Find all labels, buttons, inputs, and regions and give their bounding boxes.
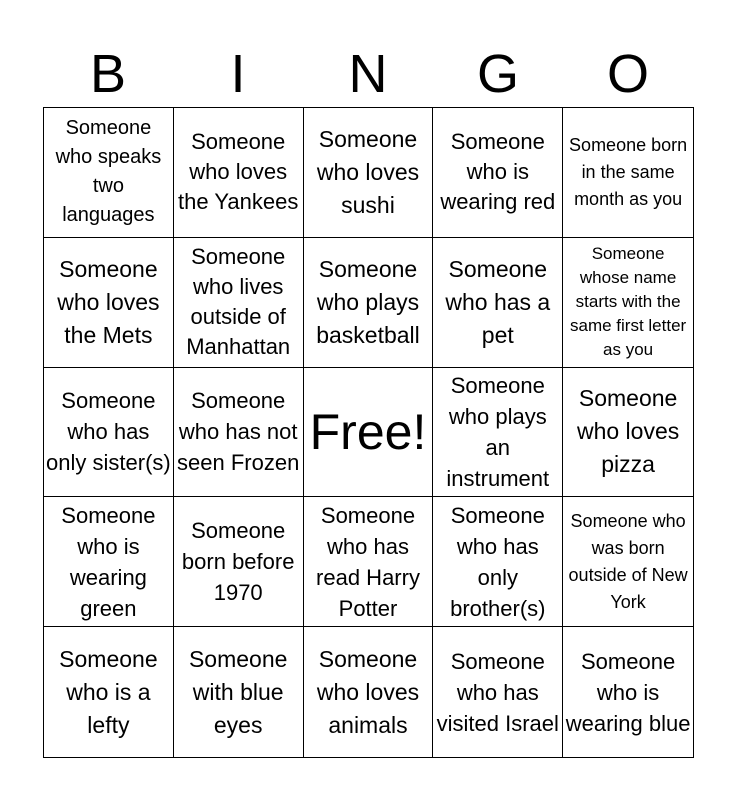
cell-text: Someone who loves animals [316, 645, 420, 738]
cell-text: Someone who has a pet [445, 255, 551, 348]
bingo-cell[interactable] [44, 238, 174, 368]
bingo-cell[interactable] [563, 627, 693, 757]
cell-text: Someone who loves the Yankees [178, 129, 299, 215]
bingo-header [43, 40, 693, 108]
bingo-cell[interactable] [304, 238, 434, 368]
cell-text: Someone who has visited Israel [436, 648, 559, 736]
bingo-cell[interactable] [563, 368, 693, 498]
bingo-board [43, 107, 694, 758]
cell-text: Someone who loves sushi [316, 125, 420, 218]
bingo-cell[interactable] [563, 497, 693, 627]
bingo-cell[interactable] [44, 497, 174, 627]
cell-text: Someone who is wearing green [61, 502, 156, 621]
bingo-cell[interactable] [433, 497, 563, 627]
bingo-cell[interactable] [174, 627, 304, 757]
bingo-cell[interactable] [174, 238, 304, 368]
bingo-cell[interactable] [44, 108, 174, 238]
bingo-cell[interactable] [44, 368, 174, 498]
cell-text: Someone who plays an instrument [446, 372, 550, 491]
cell-text: Someone who plays basketball [316, 255, 420, 348]
cell-text: Someone whose name starts with the same first letter as you [569, 244, 687, 360]
cell-text: Someone who was born outside of New York [568, 510, 688, 612]
bingo-cell[interactable] [433, 627, 563, 757]
cell-text: Someone who has only brother(s) [450, 502, 546, 621]
bingo-cell[interactable] [304, 108, 434, 238]
cell-text: Someone who speaks two languages [55, 117, 162, 227]
cell-text: Someone born before 1970 [181, 518, 295, 606]
cell-text: Someone who is a lefty [59, 645, 158, 738]
free-space[interactable] [304, 368, 434, 498]
bingo-cell[interactable] [433, 238, 563, 368]
header-letter-n: N [348, 44, 388, 104]
cell-text: Someone who lives outside of Manhattan [186, 244, 291, 360]
header-letter-i: I [230, 44, 246, 104]
cell-text: Someone who has only sister(s) [46, 388, 171, 476]
bingo-cell[interactable] [563, 108, 693, 238]
bingo-cell[interactable] [433, 368, 563, 498]
free-space-label: Free! [309, 403, 427, 460]
bingo-cell[interactable] [174, 497, 304, 627]
cell-text: Someone born in the same month as you [569, 134, 688, 209]
bingo-cell[interactable] [304, 627, 434, 757]
bingo-cell[interactable] [44, 627, 174, 757]
cell-text: Someone who is wearing blue [565, 648, 691, 736]
cell-text: Someone who loves pizza [576, 385, 680, 478]
bingo-cell[interactable] [174, 368, 304, 498]
header-letter-b: B [89, 44, 127, 104]
cell-text: Someone who is wearing red [440, 129, 556, 215]
header-letter-g: G [476, 44, 519, 104]
bingo-cell[interactable] [304, 497, 434, 627]
cell-text: Someone who loves the Mets [57, 255, 160, 348]
bingo-cell[interactable] [174, 108, 304, 238]
cell-text: Someone who has read Harry Potter [316, 502, 420, 621]
cell-text: Someone who has not seen Frozen [177, 388, 300, 476]
cell-text: Someone with blue eyes [188, 645, 288, 738]
bingo-cell[interactable] [563, 238, 693, 368]
bingo-cell[interactable] [433, 108, 563, 238]
header-letter-o: O [606, 44, 649, 104]
